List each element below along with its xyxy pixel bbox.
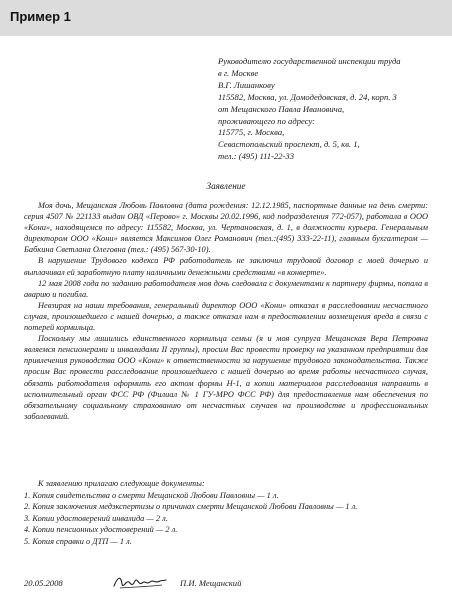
signature-date: 20.05.2008: [24, 578, 63, 588]
document-title: Заявление: [206, 181, 246, 191]
addressee-line: проживающего по адресу:: [218, 115, 316, 126]
statement-body: [24, 200, 428, 422]
attachments-list: [24, 490, 428, 548]
attachments-block: [24, 478, 428, 548]
attachments-intro: К заявлению прилагаю следующие документы:: [38, 479, 205, 488]
paragraph: В нарушение Трудового кодекса РФ работодатель не заключил трудовой договор с моей дочерью и выплачивал ей заработную плату наличными денежными средствами «в конверте».: [24, 256, 428, 277]
attachment-item: 3. Копии удостоверений инвалида — 2 л.: [24, 513, 168, 523]
attachment-item: 1. Копия свидетельства о смерти Мещанской Любови Павловны — 1 л.: [24, 490, 279, 500]
paragraph: Поскольку мы лишились единственного кормильца семьи (я и моя супруга Мещанская Вера Петровна являемся пенсионерами и инвалидами II группы), просим Вас провести проверку на указанном предприятии для привлечения руководства ООО «Кони» к ответственности за нарушение трудового законодательства. Также просим Вас провести расследование произошедшего с нашей дочерью во время работы несчастного случая, обязать работодателя оформить его актом формы Н-1, а копии материалов расследования направить в исполнительный орган ФСС РФ (Филиал № 1 ГУ-МРО ФСС РФ) для предоставления нам обеспечения по обязательному социальному страхованию от несчастных случаев на производстве и профессиональных заболеваний.: [24, 334, 428, 421]
attachment-item: 5. Копия справки о ДТП — 1 л.: [24, 536, 132, 546]
addressee-block: [218, 56, 448, 163]
attachment-item: 4. Копии пенсионных удостоверений — 2 л.: [24, 525, 178, 535]
addressee-line: Руководителю государственной инспекции труда: [218, 56, 401, 66]
addressee-line: в г. Москве: [218, 67, 259, 78]
paragraph: Невзирая на наши требования, генеральный директор ООО «Кони» отказал в расследовании несчастного случая, произошедшего с нашей дочерью, а также отказал нам в предоставлении возмещения вреда в связи с потерей кормильца.: [24, 300, 428, 333]
paragraph: Моя дочь, Мещанская Любовь Павловна (дата рождения: 12.12.1985, паспортные данные на день смерти: серия 4507 № 221133 выдан ОВД «Перово» г. Москвы 20.02.1996, код подразделения 772-057), работала в ООО «Кони», находящемся по адресу: 115582, Москва, ул. Чертановская, д. 1, в должности курьера. Генеральным директором ООО «Кони» является Максимов Олег Романович (тел.:(495) 333-22-11), главным бухгалтером — Бабкина Светлана Олеговна (тел.: (495) 567-30-10).: [24, 201, 428, 255]
attachment-item: 2. Копия заключения медэкспертизы о причинах смерти Мещанской Любови Павловны — 1 л.: [24, 502, 358, 512]
paragraph: 12 мая 2008 года по заданию работодателя моя дочь следовала с документами к партнеру фирмы, попала в аварию и погибла.: [24, 278, 428, 299]
example-title: Пример 1: [10, 9, 71, 24]
signer-name: П.И. Мещанский: [180, 578, 242, 588]
addressee-line: Севастопольский проспект, д. 5, кв. 1,: [218, 139, 360, 150]
addressee-line: В.Г. Лишанкову: [218, 79, 275, 90]
addressee-line: 115582, Москва, ул. Домодедовская, д. 24, корп. 3: [218, 91, 397, 102]
handwritten-signature: [112, 572, 168, 592]
signature-line: [24, 572, 428, 592]
addressee-line: от Мещанского Павла Ивановича,: [218, 103, 345, 114]
addressee-line: тел.: (495) 111-22-33: [218, 151, 294, 162]
addressee-line: 115775, г. Москва,: [218, 127, 285, 138]
example-header: [0, 0, 452, 36]
